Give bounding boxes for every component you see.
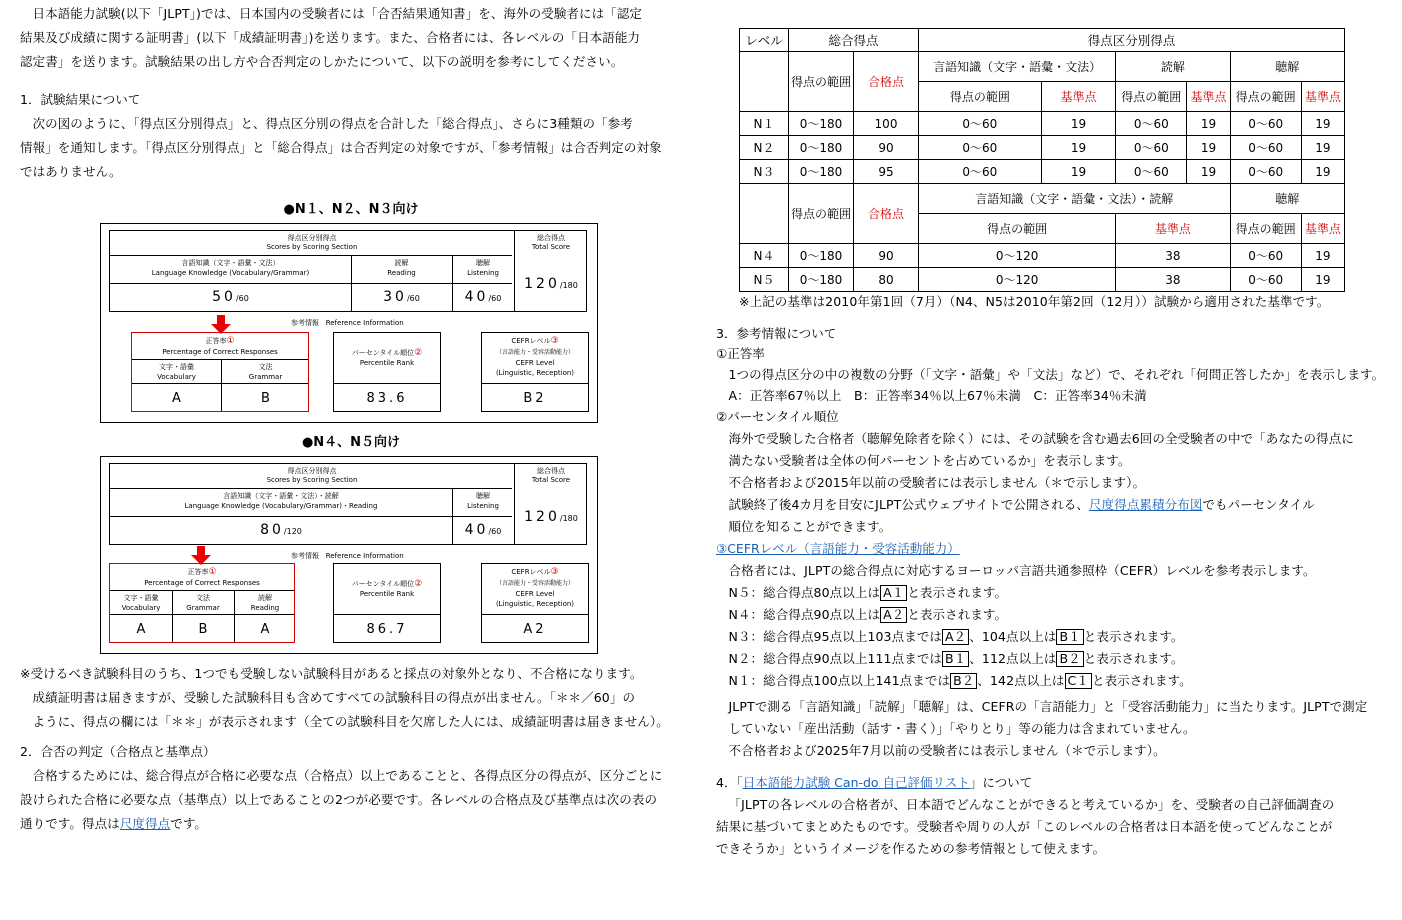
cefr-body-1: JLPTで測る「言語知識」「読解」「聴解」は、CEFRの「言語能力」と「受容活動能力」に当たります。JLPTで測定 bbox=[728, 699, 1368, 714]
col-reading-jp: 読解 bbox=[394, 259, 409, 267]
section-title-en-2: Scores by Scoring Section bbox=[266, 476, 358, 484]
diagram-2-title: ●N４、N５向け bbox=[301, 435, 401, 450]
total-title-en-2: Total Score bbox=[531, 476, 571, 484]
cefr-title-jp: CEFRレベル bbox=[511, 337, 551, 345]
cefr-title-jp-2: CEFRレベル bbox=[511, 568, 551, 576]
pct2-col-3-jp: 読解 bbox=[258, 594, 272, 602]
th-lk-base: 基準点 bbox=[1041, 82, 1115, 112]
score-listening-2: 40 bbox=[464, 522, 489, 538]
score-listening-max-2: /60 bbox=[488, 527, 502, 536]
pct-col-1-en: Vocabulary bbox=[157, 373, 196, 381]
table-row: N１ 0～180 100 0～60 19 0～60 19 0～60 19 bbox=[740, 112, 1345, 136]
cefr-intro: 合格者には、JLPTの総合得点に対応するヨーロッパ言語共通参照枠（CEFR）レベルを参考表示します。 bbox=[728, 563, 1316, 578]
section-1-heading: 1．試験結果について bbox=[20, 92, 141, 107]
ref-info-en-2: Reference Information bbox=[325, 552, 404, 560]
table-row: N３ 0～180 95 0～60 19 0～60 19 0～60 19 bbox=[740, 160, 1345, 184]
th-level: レベル bbox=[740, 29, 789, 52]
pct-scale: A：正答率67％以上 B：正答率34％以上67％未満 C：正答率34％未満 bbox=[728, 388, 1147, 403]
cumulative-distribution-link[interactable]: 尺度得点累積分布図 bbox=[1089, 497, 1203, 512]
prank-line-3: 不合格者および2015年以前の受験者には表示しません（＊で示します）。 bbox=[728, 475, 1146, 490]
section-1-line-3: ではありません。 bbox=[20, 164, 122, 179]
can-do-list-link[interactable]: 日本語能力試験 Can-do 自己評価リスト bbox=[742, 775, 970, 790]
cefr-box bbox=[481, 332, 589, 412]
cefr-body-3: 不合格者および2025年7月以前の受験者には表示しません（＊で示します）。 bbox=[728, 743, 1166, 758]
score-listening: 40 bbox=[464, 289, 489, 305]
pass-criteria-table bbox=[739, 28, 1345, 292]
table-row: N５ 0～180 80 0～120 38 0～60 19 bbox=[740, 268, 1345, 292]
cefr-heading-link[interactable]: ③CEFRレベル（言語能力・受容活動能力） bbox=[716, 541, 960, 556]
pct2-val-3: A bbox=[260, 622, 270, 637]
left-column bbox=[20, 0, 682, 836]
col-lk-jp: 言語知識（文字・語彙・文法） bbox=[181, 259, 280, 267]
cefr-sub: （言語能力・受容活動能力） bbox=[495, 349, 574, 356]
cefr-n3: N３：総合得点95点以上103点までは A２ 、104点以上は B１ と表示されます。 bbox=[728, 629, 1184, 644]
th-range-b: 得点の範囲 bbox=[789, 184, 854, 244]
pct-col-2-jp: 文法 bbox=[258, 363, 273, 371]
th-section: 得点区分別得点 bbox=[919, 29, 1345, 52]
col-lk-jp-2: 言語知識（文字・語彙・文法）・読解 bbox=[223, 492, 339, 500]
col-lk-en-2: Language Knowledge (Vocabulary/Grammar)・Reading bbox=[184, 502, 378, 510]
score-lk-2: 80 bbox=[260, 522, 284, 538]
pct-title-en-2: Percentage of Correct Responses bbox=[144, 579, 260, 587]
pct2-col-1-en: Vocabulary bbox=[121, 604, 161, 612]
prank-line-1: 海外で受験した合格者（聴解免除者を除く）には、その試験を含む過去6回の全受験者の中で「あなたの得点に bbox=[728, 431, 1354, 446]
th-reading: 読解 bbox=[1116, 52, 1230, 82]
cefr-n1: N１：総合得点100点以上141点までは B２ 、142点以上は C１ と表示されます。 bbox=[728, 673, 1192, 688]
table-row: N４ 0～180 90 0～120 38 0～60 19 bbox=[740, 244, 1345, 268]
score-lk-max: /60 bbox=[235, 294, 249, 303]
cefr-sub-2: （言語能力・受容活動能力） bbox=[495, 580, 574, 587]
section-title-jp-2: 得点区分別得点 bbox=[287, 467, 337, 475]
prank-line-4: 試験終了後4カ月を目安にJLPT公式ウェブサイトで公開される、尺度得点累積分布図でもパーセンタイル bbox=[728, 497, 1315, 512]
prank-title-jp-2: パーセンタイル順位 bbox=[351, 580, 415, 588]
cefr-body-2: していない「産出活動（話す・書く）」「やりとり」等の能力は含まれていません。 bbox=[728, 721, 1196, 736]
score-reading-max: /60 bbox=[406, 294, 420, 303]
th-pass: 合格点 bbox=[854, 52, 919, 112]
cefr-val: B2 bbox=[523, 391, 547, 406]
prank-line-5: 順位を知ることができます。 bbox=[728, 519, 892, 534]
score-listening-max: /60 bbox=[488, 294, 502, 303]
right-column bbox=[716, 0, 1386, 860]
th-listen-base: 基準点 bbox=[1301, 82, 1344, 112]
scaled-score-link[interactable]: 尺度得点 bbox=[119, 816, 171, 831]
percentile-box bbox=[333, 332, 441, 412]
score-total: 120 bbox=[524, 276, 560, 292]
col-listening-jp: 聴解 bbox=[476, 259, 490, 267]
prank-val-2: 86.7 bbox=[366, 622, 408, 637]
total-title-en: Total Score bbox=[531, 243, 571, 251]
th-pass-b: 合格点 bbox=[854, 184, 919, 244]
score-box bbox=[109, 230, 587, 312]
col-lk-en: Language Knowledge (Vocabulary/Grammar) bbox=[151, 269, 310, 277]
col-listening-en-2: Listening bbox=[467, 502, 499, 510]
percentile-box-2 bbox=[333, 563, 441, 643]
total-title-jp-2: 総合得点 bbox=[537, 467, 565, 475]
section-2-line-1: 合格するためには、総合得点が合格に必要な点（合格点）以上であることと、各得点区分の得点が、区分ごとに bbox=[32, 768, 663, 783]
pct2-col-1-jp: 文字・語彙 bbox=[123, 594, 159, 602]
section-2-line-3: 通りです。得点は尺度得点です。 bbox=[20, 816, 208, 831]
section-title-jp: 得点区分別得点 bbox=[287, 234, 337, 242]
cefr-box-2 bbox=[481, 563, 589, 643]
ref-info-en: Reference Information bbox=[325, 319, 404, 327]
score-lk-max-2: /120 bbox=[283, 527, 302, 536]
pct-box-2 bbox=[109, 563, 295, 643]
section-4-heading: 4．「日本語能力試験 Can-do 自己評価リスト」について bbox=[716, 775, 1033, 790]
pct2-col-3-en: Reading bbox=[250, 604, 280, 612]
prank-title-en: Percentile Rank bbox=[359, 359, 415, 367]
th-read-range: 得点の範囲 bbox=[1116, 82, 1187, 112]
th-lk45-range: 得点の範囲 bbox=[919, 214, 1116, 244]
section-4-line-1: 「JLPTの各レベルの合格者が、日本語でどんなことができると考えているか」を、受験者の自己評価調査の bbox=[728, 797, 1335, 812]
score-total-max: /180 bbox=[559, 281, 578, 290]
pct-title-jp-2: 正答率 bbox=[187, 568, 209, 576]
score-lk: 50 bbox=[212, 289, 236, 305]
prank-val: 83.6 bbox=[366, 391, 408, 406]
pct2-col-2-jp: 文法 bbox=[196, 594, 210, 602]
prank-title-en-2: Percentile Rank bbox=[359, 590, 415, 598]
th-lk: 言語知識（文字・語彙・文法） bbox=[919, 52, 1116, 82]
table-row: N２ 0～180 90 0～60 19 0～60 19 0～60 19 bbox=[740, 136, 1345, 160]
cefr-n5: N５：総合得点80点以上は A１ と表示されます。 bbox=[728, 585, 1008, 600]
cefr-title-en2: (Linguistic, Reception) bbox=[495, 369, 575, 377]
pct-title-jp: 正答率 bbox=[205, 337, 227, 345]
th-lk45-base: 基準点 bbox=[1116, 214, 1230, 244]
diagram-1 bbox=[100, 223, 598, 423]
section-4-line-3: できそうか」というイメージを作るための参考情報として使えます。 bbox=[716, 841, 1106, 856]
th-total: 総合得点 bbox=[789, 29, 919, 52]
cefr-val-2: A2 bbox=[523, 622, 547, 637]
col-listening-jp-2: 聴解 bbox=[476, 492, 490, 500]
pct-num: ① bbox=[226, 336, 235, 346]
th-lk-range: 得点の範囲 bbox=[919, 82, 1042, 112]
th-read-base: 基準点 bbox=[1187, 82, 1230, 112]
section-2-line-2: 設けられた合格に必要な点（基準点）以上であることの2つが必要です。各レベルの合格点及び基準点は次の表の bbox=[20, 792, 658, 807]
pct2-val-1: A bbox=[136, 622, 146, 637]
diagram-1-title: ●N１、N２、N３向け bbox=[283, 202, 419, 217]
cefr-title-en-2: CEFR Level bbox=[515, 590, 555, 598]
prank-heading: ②パーセンタイル順位 bbox=[716, 409, 839, 424]
total-title-jp: 総合得点 bbox=[537, 234, 565, 242]
pct-title-en: Percentage of Correct Responses bbox=[162, 348, 278, 356]
intro-line-3: 認定書」を送ります。試験結果の出し方や合否判定のしかたについて、以下の説明を参考にしてください。 bbox=[20, 54, 624, 69]
cefr-title-en: CEFR Level bbox=[515, 359, 555, 367]
pct-body: 1つの得点区分の中の複数の分野（「文字・語彙」や「文法」など）で、それぞれ「何問正答したか」を表示します。 bbox=[728, 367, 1385, 382]
cefr-num-2: ③ bbox=[550, 567, 559, 577]
pct2-col-2-en: Grammar bbox=[186, 604, 220, 612]
pct2-val-2: B bbox=[198, 622, 208, 637]
note-line-1: ※受けるべき試験科目のうち、1つでも受験しない試験科目があると採点の対象外となり、不合格になります。 bbox=[20, 666, 643, 681]
diagram-2 bbox=[100, 456, 598, 654]
section-3-heading: 3．参考情報について bbox=[716, 326, 837, 341]
pct-heading: ①正答率 bbox=[716, 346, 765, 361]
section-2-heading: 2．合否の判定（合格点と基準点） bbox=[20, 744, 216, 759]
pct-val-2: B bbox=[261, 391, 270, 406]
th-listening-b: 聴解 bbox=[1230, 184, 1344, 214]
prank-title-jp: パーセンタイル順位 bbox=[351, 349, 415, 357]
cefr-num: ③ bbox=[550, 336, 559, 346]
section-1-line-2: 情報」を通知します。「得点区分別得点」と「総合得点」は合否判定の対象ですが、「参考情報」は合否判定の対象 bbox=[20, 140, 662, 155]
table-footnote: ※上記の基準は2010年第1回（7月）（N4、N5は2010年第2回（12月））試験から適用された基準です。 bbox=[739, 294, 1330, 309]
section-title-en: Scores by Scoring Section bbox=[266, 243, 358, 251]
th-listen-range: 得点の範囲 bbox=[1230, 82, 1301, 112]
th-listen-base-b: 基準点 bbox=[1301, 214, 1344, 244]
prank-num-2: ② bbox=[414, 579, 423, 589]
score-total-max-2: /180 bbox=[559, 514, 578, 523]
section-1-line-1: 次の図のように、「得点区分別得点」と、得点区分別の得点を合計した「総合得点」、さらに3種類の「参考 bbox=[32, 116, 633, 131]
cefr-n2: N２：総合得点90点以上111点までは B１ 、112点以上は B２ と表示されます。 bbox=[728, 651, 1184, 666]
score-reading: 30 bbox=[383, 289, 407, 305]
ref-info-jp-2: 参考情報 bbox=[291, 552, 319, 560]
prank-num: ② bbox=[414, 348, 423, 358]
section-4-line-2: 結果に基づいてまとめたものです。受験者や周りの人が「このレベルの合格者は日本語を使ってどんなことが bbox=[716, 819, 1333, 834]
pct-box bbox=[131, 332, 309, 412]
pct-val-1: A bbox=[172, 391, 181, 406]
score-box-2 bbox=[109, 463, 587, 545]
intro-line-1: 日本語能力試験(以下「JLPT」)では、日本国内の受験者には「合否結果通知書」を、海外の受験者には「認定 bbox=[32, 6, 643, 21]
pct-col-1-jp: 文字・語彙 bbox=[159, 363, 194, 371]
th-listen-range-b: 得点の範囲 bbox=[1230, 214, 1301, 244]
th-range: 得点の範囲 bbox=[789, 52, 854, 112]
score-total-2: 120 bbox=[524, 509, 560, 525]
prank-line-2: 満たない受験者は全体の何パーセントを占めているか」を表示します。 bbox=[728, 453, 1131, 468]
pct-num-2: ① bbox=[208, 567, 217, 577]
col-listening-en: Listening bbox=[467, 269, 499, 277]
th-lk45: 言語知識（文字・語彙・文法）・読解 bbox=[919, 184, 1231, 214]
th-listening: 聴解 bbox=[1230, 52, 1344, 82]
pct-col-2-en: Grammar bbox=[248, 373, 283, 381]
note-line-2: 成績証明書は届きますが、受験した試験科目も含めてすべての試験科目の得点が出ません。「＊＊／60」の bbox=[32, 690, 636, 705]
intro-line-2: 結果及び成績に関する証明書」(以下「成績証明書」)を送ります。また、合格者には、各レベルの「日本語能力 bbox=[20, 30, 641, 45]
col-reading-en: Reading bbox=[387, 269, 416, 277]
note-line-3: ように、得点の欄には「＊＊」が表示されます（全ての試験科目を欠席した人には、成績証明書は届きません）。 bbox=[32, 714, 669, 729]
ref-info-jp: 参考情報 bbox=[291, 319, 319, 327]
cefr-n4: N４：総合得点90点以上は A２ と表示されます。 bbox=[728, 607, 1008, 622]
cefr-title-en2-2: (Linguistic, Reception) bbox=[495, 600, 575, 608]
